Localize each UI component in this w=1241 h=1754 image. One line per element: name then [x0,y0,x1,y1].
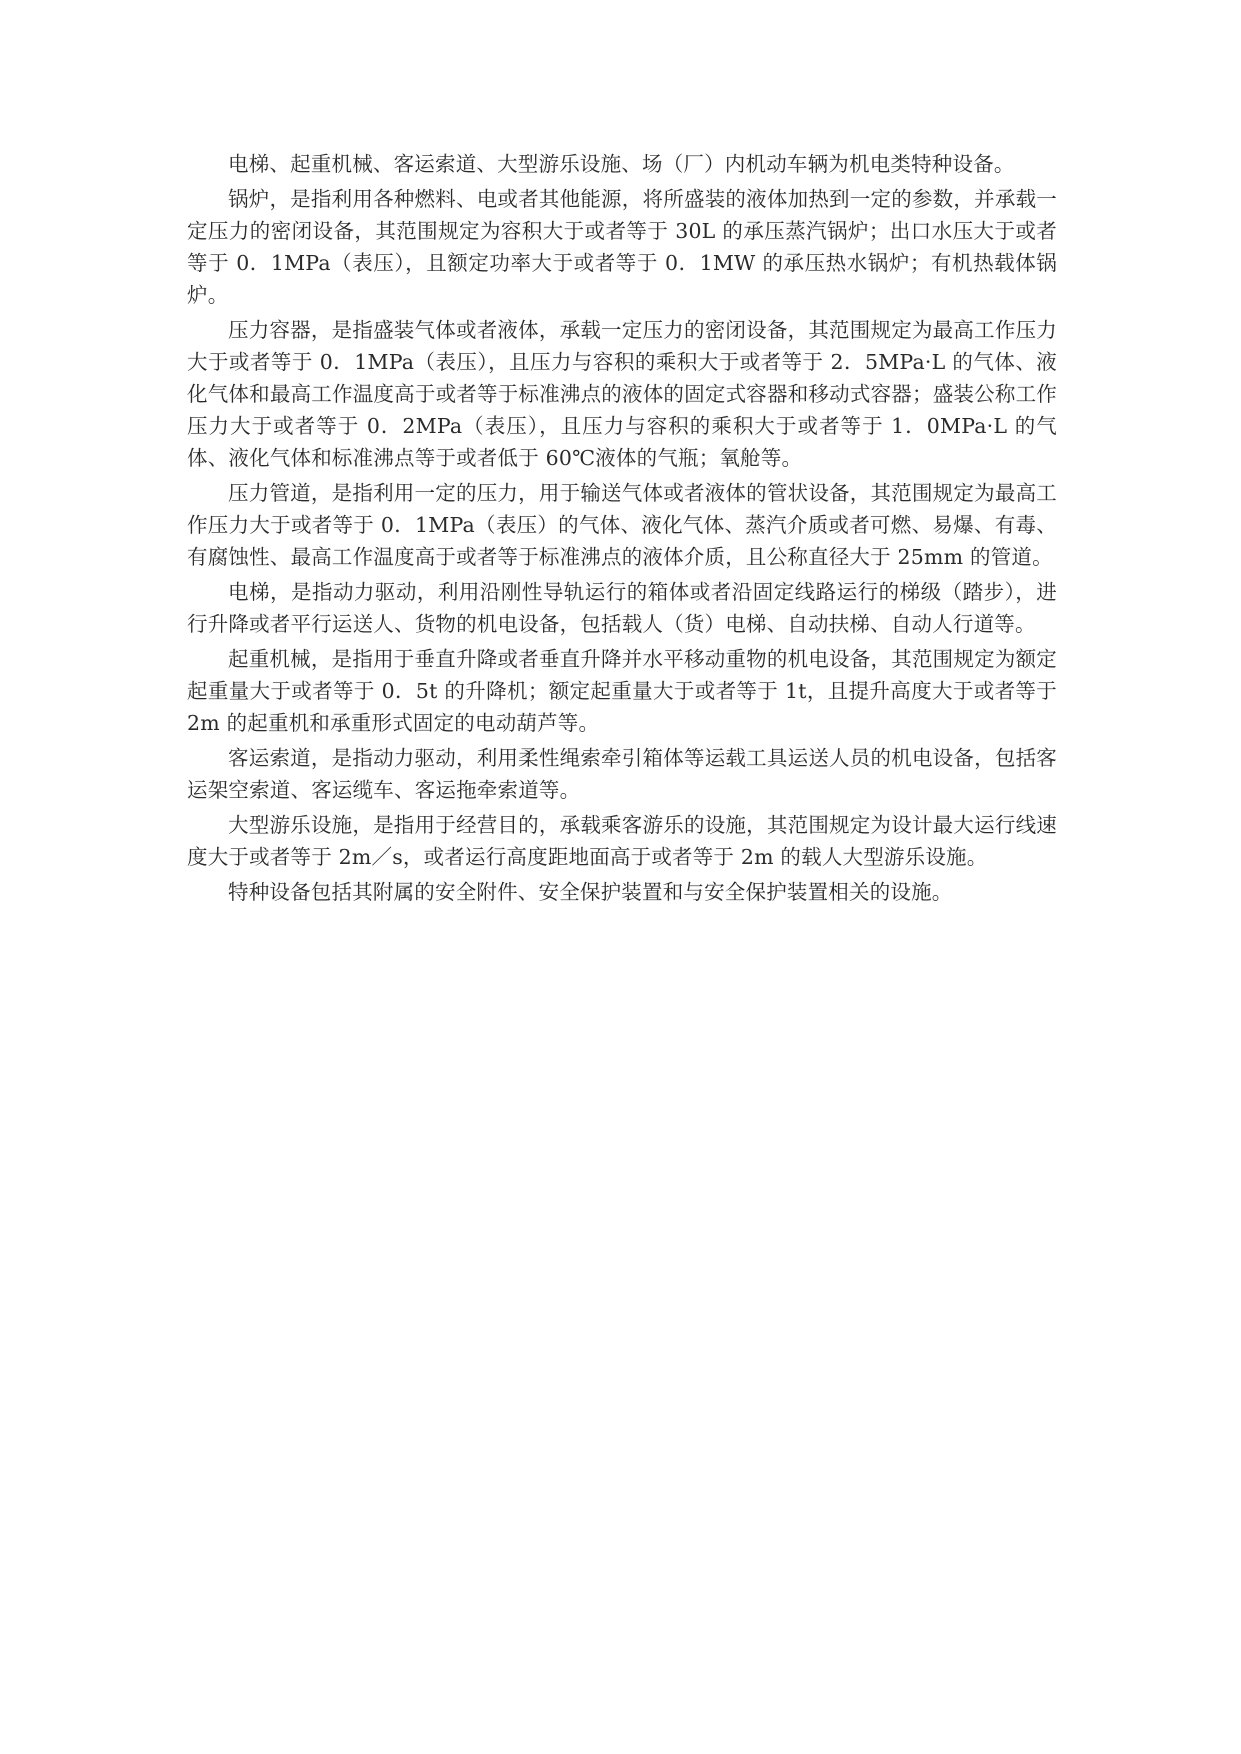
paragraph-elevator: 电梯，是指动力驱动，利用沿刚性导轨运行的箱体或者沿固定线路运行的梯级（踏步），进行升降或者平行运送人、货物的机电设备，包括载人（货）电梯、自动扶梯、自动人行道等。 [187,580,1057,636]
document-body [187,148,1057,911]
paragraph-pressure-pipeline: 压力管道，是指利用一定的压力，用于输送气体或者液体的管状设备，其范围规定为最高工作压力大于或者等于 0．1MPa（表压）的气体、液化气体、蒸汽介质或者可燃、易爆、有毒、有腐蚀性、最高工作温度高于或者等于标准沸点的液体介质，且公称直径大于 25mm 的管道。 [187,481,1057,569]
paragraph-passenger-ropeway: 客运索道，是指动力驱动，利用柔性绳索牵引箱体等运载工具运送人员的机电设备，包括客运架空索道、客运缆车、客运拖牵索道等。 [187,746,1057,802]
paragraph-lifting-machinery: 起重机械，是指用于垂直升降或者垂直升降并水平移动重物的机电设备，其范围规定为额定起重量大于或者等于 0．5t 的升降机；额定起重量大于或者等于 1t，且提升高度大于或者等于 2m 的起重机和承重形式固定的电动葫芦等。 [187,647,1057,735]
paragraph-boiler: 锅炉，是指利用各种燃料、电或者其他能源，将所盛装的液体加热到一定的参数，并承载一定压力的密闭设备，其范围规定为容积大于或者等于 30L 的承压蒸汽锅炉；出口水压大于或者等于 0．1MPa（表压），且额定功率大于或者等于 0．1MW 的承压热水锅炉；有机热载体锅炉。 [187,187,1057,307]
paragraph-safety-accessories: 特种设备包括其附属的安全附件、安全保护装置和与安全保护装置相关的设施。 [228,880,953,904]
paragraph-amusement-facility: 大型游乐设施，是指用于经营目的，承载乘客游乐的设施，其范围规定为设计最大运行线速度大于或者等于 2m／s，或者运行高度距地面高于或者等于 2m 的载人大型游乐设施。 [187,813,1057,869]
paragraph-pressure-vessel: 压力容器，是指盛装气体或者液体，承载一定压力的密闭设备，其范围规定为最高工作压力大于或者等于 0．1MPa（表压），且压力与容积的乘积大于或者等于 2．5MPa·L 的气体、液化气体和最高工作温度高于或者等于标准沸点的液体的固定式容器和移动式容器；盛装公称工作压力大于或者等于 0．2MPa（表压），且压力与容积的乘积大于或者等于 1．0MPa·L 的气体、液化气体和标准沸点等于或者低于 60℃液体的气瓶；氧舱等。 [187,318,1057,470]
paragraph-electromechanical-equipment: 电梯、起重机械、客运索道、大型游乐设施、场（厂）内机动车辆为机电类特种设备。 [228,152,1015,176]
